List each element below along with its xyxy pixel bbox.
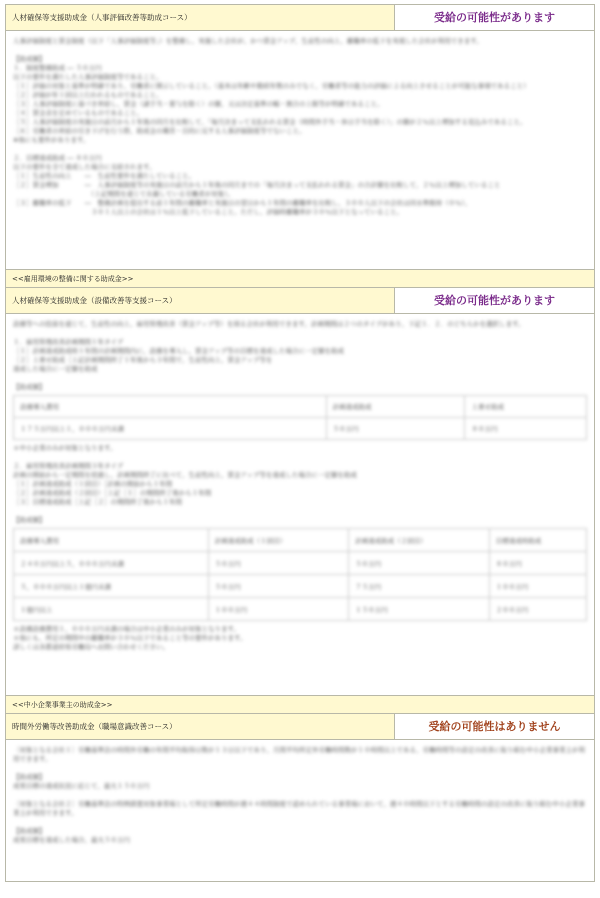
text-line: ＊他にも、所定の期間中の離職率が３０％以下であること等の要件があります。 [13, 634, 247, 642]
text-line: 〔対象となる会社１〕労働基準法の時間外労働の年間平均取得日数が１３日以下であり、月間平均所定外労働時間数が１０時間以上である、労働時間等の設定の改善に取り組む中小企業事業主が利用できます。 [13, 746, 585, 763]
eligibility-status: 受給の可能性はありません [428, 720, 561, 733]
subsidy-amount-table-1 [13, 395, 587, 440]
table-row [14, 575, 587, 598]
table-header-cell: 目標達成時助成 [489, 529, 586, 552]
text-line: ［１］計画達成助成時１年間の計画期間内に、設備を導入し、賃金アップ等の目標を達成した場合に一定額を助成 [13, 347, 345, 355]
text-line: ２．雇用管理改善計画期間３年タイプ [13, 462, 124, 470]
table-cell: ２４０万円以上５，０００万円未満 [14, 552, 209, 575]
subsidy-card-2 [5, 288, 595, 696]
subsidy-title: 人材確保等支援助成金（人事評価改善等助成コース） [6, 5, 395, 30]
text-line: ［４］賃金表を定めているものであること。 [13, 109, 143, 117]
table-cell: １００万円 [208, 598, 349, 621]
text-line: 設備等への投資を通じて、生産性の向上、雇用管理改善（賃金アップ等）を図る会社が利用できます。計画期間は２つのタイプがあり、下記１．２．のどちらかを選択します。 [13, 320, 525, 328]
text-line: （上記期間を通じて在籍している労働者が対象）。 [13, 190, 234, 198]
text-line: 成果目標を達成した場合、最大５０万円 [13, 836, 130, 844]
table-header-row [14, 396, 587, 418]
page-content [5, 4, 595, 882]
table-cell: ５０万円 [208, 575, 349, 598]
text-line: 以下の要件を満たした人事評価制度等であること。 [13, 73, 163, 81]
table-header-cell: 設備導入費用 [14, 396, 327, 418]
text-line: ［２］計画達成助成（２回目）［上記［１］の期間終了後から１年間 [13, 489, 212, 497]
table-cell: １７５万円以上１，０００万円未満 [14, 418, 327, 440]
text-line: 【助成額】 [13, 827, 46, 835]
text-line: ３０１人以上の会社は１％以上低下していること。ただし、評価時離職率が３０％以下となっていること。 [13, 208, 403, 216]
text-line: ［２］賃金増加 ― 人事評価制度等の実施日の前月から１年後の同月までの「毎月決まって支払われる賃金」の合計額を比較して、２％以上増加していること [13, 181, 501, 189]
text-line: ［６］労働者の昇給の引き下げを行う際、助成金の趣旨・目的に反する人事評価制度等でないこと。 [13, 127, 306, 135]
text-line: ２．目標達成助成 ― ８０万円 [13, 154, 102, 162]
table-header-cell: 設備導入費用 [14, 529, 209, 552]
table-header-cell: 計画達成助成（２回目） [349, 529, 490, 552]
text-line: ［１］計画達成助成（１回目）［計画の開始から１年間 [13, 480, 173, 488]
text-line: ［３］離職率の低下 ― 整備計画を提出する前１年間の離職率と実施日の翌日から１年間の離職率を比較し、３００人以下の会社は同水準維持（０％）、 [13, 199, 472, 207]
subsidy-description [6, 314, 594, 694]
text-line: ［１］生産性の向上 ― 生産性要件を満たしていること。 [13, 172, 195, 180]
table-cell: ８０万円 [489, 552, 586, 575]
text-line: 計画の開始から一定期間を経過し、計画期間終了に比べて、生産性向上、賃金アップ等を達成した場合に一定額を助成 [13, 471, 357, 479]
amount-label: 【助成額】 [13, 383, 46, 391]
text-line: ［３］目標達成助成［上記［２］の期間終了後から１年間 [13, 498, 182, 506]
table-cell: １００万円 [489, 575, 586, 598]
text-line: ＊設備設備費用１，０００万円未満の場合は中小企業のみが対象となります。 [13, 625, 240, 633]
text-line: ［２］評価が年１回以上行われるものであること。 [13, 91, 163, 99]
table-row [14, 418, 587, 440]
eligibility-status: 受給の可能性があります [434, 294, 555, 307]
text-line: ［１］評価の対象と基準が明確であり、労働者に開示していること。（基本は年齢や勤続年数のみでなく、労働者等の能力の評価による向上させることが可能な事項であること） [13, 82, 530, 90]
text-line: 詳しくは各都道府県労働局へお問い合わせください。 [13, 643, 169, 651]
table-note: ＊中小企業のみが対象となります。 [13, 444, 117, 452]
table-cell: ５０万円 [349, 552, 490, 575]
card-header [6, 5, 594, 31]
subsidy-description [6, 31, 594, 269]
table-cell: ２００万円 [489, 598, 586, 621]
table-row [14, 552, 587, 575]
text-line: ［２］上乗せ助成［上記計画期間終了１年後から３年間で、生産性向上、賃金アップ等を [13, 356, 273, 364]
subsidy-title: 時間外労働等改善助成金（職場意識改善コース） [6, 714, 395, 739]
table-cell: １５０万円 [349, 598, 490, 621]
table-cell: ５０万円 [208, 552, 349, 575]
text-line: １．雇用管理改善計画期間１年タイプ [13, 338, 124, 346]
text-line: 成果目標の達成状況に応じて、最大１５０万円 [13, 782, 150, 790]
table-cell: １億円以上 [14, 598, 209, 621]
text-line: １．制度整備助成 ― ５０万円 [13, 64, 102, 72]
table-cell: ８０万円 [465, 418, 587, 440]
table-header-cell: 計画達成助成（１回目） [208, 529, 349, 552]
section-label-employment: <<雇用環境の整備に関する助成金>> [5, 270, 595, 288]
text-line: 【助成額】 [13, 773, 46, 781]
card-header [6, 288, 594, 314]
table-cell: ５０万円 [326, 418, 465, 440]
text-line: 達成した場合に一定額を助成 [13, 365, 98, 373]
table-header-row [14, 529, 587, 552]
table-cell: ５，０００万円以上１億円未満 [14, 575, 209, 598]
subsidy-card-1 [5, 4, 595, 270]
subsidy-title: 人材確保等支援助成金（設備改善等支援コース） [6, 288, 395, 313]
amount-label: 【助成額】 [13, 516, 46, 524]
table-header-cell: 計画達成助成 [326, 396, 465, 418]
table-row [14, 598, 587, 621]
text-line: 人事評価制度と賃金制度（以下「人事評価制度等」）を整備し、実施した会社が、かつ賃金アップ、生産性の向上、離職率の低下を実現した会社が利用できます。 [13, 37, 483, 45]
subsidy-card-3 [5, 714, 595, 882]
table-cell: ７５万円 [349, 575, 490, 598]
subsidy-description [6, 740, 594, 880]
eligibility-status: 受給の可能性があります [434, 11, 555, 24]
card-header [6, 714, 594, 740]
subsidy-amount-table-2 [13, 528, 587, 621]
section-label-sme: <<中小企業事業主の助成金>> [5, 696, 595, 714]
text-line: 【助成額】 [13, 55, 46, 63]
text-line: 以下の要件を全て達成した場合に支給されます。 [13, 163, 156, 171]
text-line: ［５］人事評価制度の実施日の前月から１年後の同月を比較して、「毎月決まって支払われる賃金（時間外手当・休日手当を除く）」の額が２％以上増加する見込みであること。 [13, 118, 527, 126]
text-line: 〔対象となる会社２〕労働基準法の特例措置対象事業場として所定労働時間が週４４時間制度で認められている事業場において、週４０時間以下とする労働時間の設定の改善に取り組む中小企業事業主が利用できます。 [13, 800, 585, 817]
text-line: ※他にも要件があります。 [13, 136, 90, 144]
table-header-cell: 上乗せ助成 [465, 396, 587, 418]
text-line: ［３］人事評価制度に基づき昇給し、賃金（諸手当・賞与を除く）の額、又は決定基準の幅・割合の上限等が明確であること。 [13, 100, 384, 108]
